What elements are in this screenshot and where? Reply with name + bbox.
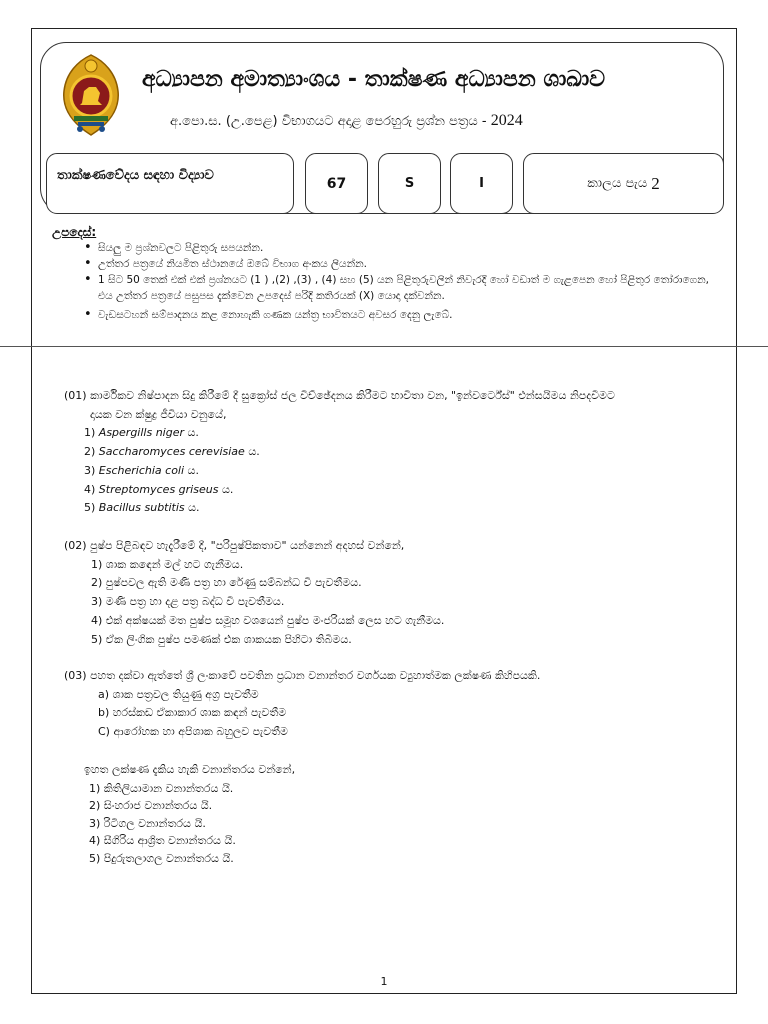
option-number: 3) [84, 463, 96, 477]
subject-cell [46, 153, 294, 214]
option-4: 4) සීගිරිය ආශ්‍රිත වනාන්තරය යි. [89, 834, 236, 848]
organism-name: Aspergills niger [98, 426, 185, 440]
option-number: 5) [84, 501, 96, 515]
duration-label: කාලය පැය [587, 176, 648, 191]
question-3-stem-text: පහත දක්වා ඇත්තේ ශ්‍රී ලංකාවේ පවතින ප්‍රධාන වනාන්තර වර්ගයක ව්‍යුහාත්මක ලක්ෂණ කිහිපයකි. [90, 669, 541, 682]
option-suffix: ය. [218, 482, 234, 496]
instruction-item: • 1 සිට 50 තෙක් එක් එක් ප්‍රශ්නයට (1 ) ,(2) ,(3) , (4) සහ (5) යන පිළිතුරුවලින් නිවැරදි හෝ වඩාත් ම ගැළපෙන හෝ පිළිතුර තෝරාගෙන, එය උත්තර පත්‍රයේ පසුපස දැක්වෙන උපදෙස් පරිදි කතිරයක් (X) යොදා දක්වන්න. [86, 272, 726, 304]
medium-cell [378, 153, 441, 214]
question-number: (01) [64, 389, 87, 402]
option-5: 5) පිදුරුතලාගල වනාන්තරය යි. [89, 851, 234, 865]
option-1 [84, 424, 734, 443]
question-2-stem [64, 537, 734, 556]
option-4: 4) එක් අක්ෂයක් මත පුෂ්ප සමූහ වශයෙන් පුෂ්ප මංජරියක් ලෙස හට ගැනීමය. [91, 613, 445, 627]
question-2-stem-text: පුෂ්ප පිළිබඳව හැදැරීමේ දී, "පරිපුෂ්පිකතාව" යන්නෙන් අදහස් වන්නේ, [90, 539, 405, 552]
option-number: 1) [84, 426, 96, 440]
option-2: 2) සිංහරාජ වනාන්තරය යි. [89, 799, 213, 813]
option-number: 4) [84, 482, 96, 496]
option-3: 3) රිටිගල වනාන්තරය යි. [89, 816, 206, 830]
organism-name: Saccharomyces cerevisiae [98, 445, 245, 459]
option-number: 2) [84, 445, 96, 459]
instructions-title: උපදෙස්: [52, 225, 97, 239]
option-3: 3) මණි පත්‍ර හා දළ පත්‍ර බද්ධ වී පැවතීමය. [91, 595, 285, 609]
paper-medium: S [404, 176, 415, 191]
part-cell [450, 153, 513, 214]
duration-value: 2 [651, 173, 660, 193]
option-1: 1) කිතිලියාමාන වනාන්තරය යි. [89, 781, 234, 795]
subject-name: තාක්ෂණවේදය සඳහා විද්‍යාව [57, 168, 214, 183]
organism-name: Bacillus subtitis [98, 501, 185, 515]
feature-b: b) හරස්කඩ ඒකාකාර ශාක කඳන් පැවතීම [98, 706, 287, 720]
question-2 [64, 537, 734, 649]
option-suffix: ය. [184, 426, 199, 440]
feature-c: C) ආරෝහක හා අපිශාක බහුලව පැවතීම [98, 725, 288, 739]
option-suffix: ය. [184, 501, 200, 515]
question-3-stem [64, 667, 734, 686]
ministry-title: අධ්‍යාපන අමාත්‍යාංශය - තාක්ෂණ අධ්‍යාපන ශාඛාව [142, 67, 606, 92]
page-number: 1 [380, 975, 388, 988]
option-1: 1) ශාක කඳෙන් මල් හට ගැනීමය. [91, 557, 244, 571]
question-number: (03) [64, 669, 87, 682]
option-4 [84, 481, 734, 500]
instructions-list [86, 240, 726, 323]
sri-lanka-emblem-icon [58, 53, 124, 137]
question-1-stem-line2: දායක වන ක්ෂුද්‍ර ජීවියා වනුයේ, [90, 407, 227, 421]
section-divider [0, 346, 768, 347]
option-5: 5) ඒක ලිංගික පුෂ්ප පමණක් එක ශාකයක පිහිටා තිබීමය. [91, 632, 352, 646]
question-1-stem [64, 387, 734, 406]
exam-subtitle [170, 111, 523, 132]
option-2: 2) පුෂ්පවල ඇති මණි පත්‍ර හා රේණු සම්බන්ධ වී පැවතීමය. [91, 576, 362, 590]
option-3 [84, 462, 734, 481]
question-1-stem-line1: කාර්මිකව නිෂ්පාදන සිදු කිරීමේ දී සුක්‍රෝස් ජල විච්ඡේදනය කිරීමට භාවිතා වන, "ඉන්වර්ටේස්" එන්සයිමය නිපදවීමට [90, 389, 615, 402]
option-2 [84, 443, 734, 462]
option-5 [84, 499, 734, 518]
paper-part: I [479, 176, 484, 191]
question-3 [64, 667, 734, 867]
exam-year: 2024 [490, 112, 523, 129]
organism-name: Streptomyces griseus [98, 482, 219, 496]
feature-a: a) ශාක පත්‍රවල තියුණු අග්‍ර පැවතීම [98, 687, 259, 701]
question-3-prompt: ඉහත ලක්ෂණ දැකිය හැකි වනාන්තරය වන්නේ, [84, 762, 296, 776]
question-number: (02) [64, 539, 87, 552]
duration-cell [523, 153, 724, 214]
paper-code-cell [305, 153, 368, 214]
option-suffix: ය. [184, 463, 199, 477]
instruction-item: • සියලු ම ප්‍රශ්නවලට පිළිතුරු සපයන්න. [86, 240, 726, 256]
question-1 [64, 387, 734, 518]
instruction-item: • වැඩසටහන් සම්පාදනය කළ නොහැකි ගණක යන්ත්‍ර භාවිතයට අවසර දෙනු ලැබේ. [86, 307, 726, 323]
instruction-item: • උත්තර පත්‍රයේ නියමිත ස්ථානයේ ඔබේ විභාග අංකය ලියන්න. [86, 256, 726, 272]
option-suffix: ය. [244, 445, 260, 459]
paper-code: 67 [326, 175, 347, 192]
exam-subtitle-text: අ.පො.ස. (උ.පෙළ) විභාගයට අදාළ පෙරහුරු ප්‍රශ්න පත්‍රය - [170, 114, 491, 129]
organism-name: Escherichia coli [98, 463, 185, 477]
